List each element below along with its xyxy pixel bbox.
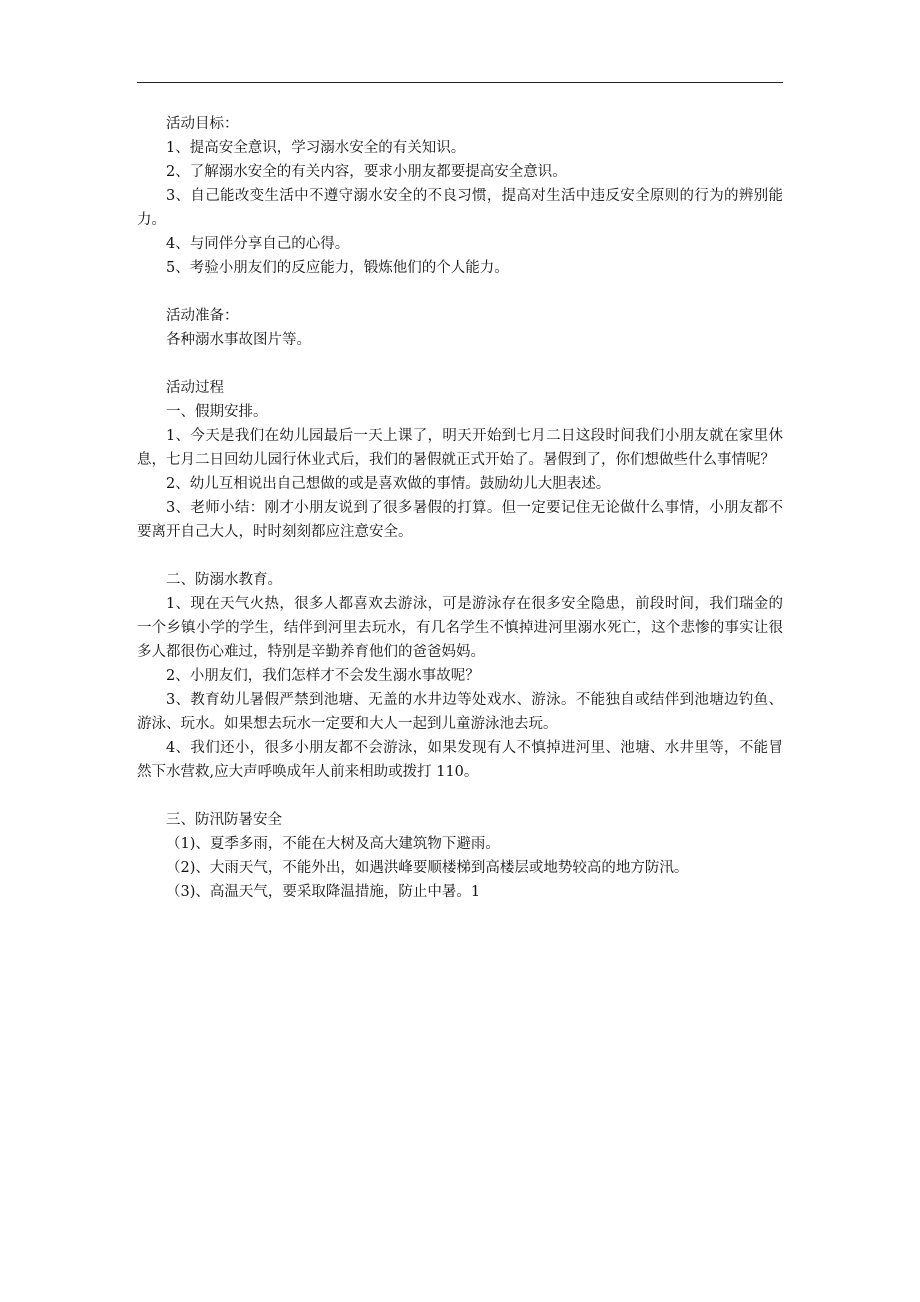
goal-item: 1、提高安全意识，学习溺水安全的有关知识。	[166, 140, 466, 156]
process-heading: 活动过程	[166, 380, 224, 396]
section2-item: 4、我们还小，很多小朋友都不会游泳，如果发现有人不慎掉进河里、池塘、水井里等，不能冒然下水营救,应大声呼唤成年人前来相助或拨打 110。	[137, 740, 783, 780]
section3-item: （2)、大雨天气，不能外出，如遇洪峰要顺楼梯到高楼层或地势较高的地方防汛。	[166, 860, 689, 876]
section2-item: 2、小朋友们，我们怎样才不会发生溺水事故呢？	[166, 668, 480, 684]
section3-heading: 三、防汛防暑安全	[166, 812, 282, 828]
goal-item: 3、自己能改变生活中不遵守溺水安全的不良习惯，提高对生活中违反安全原则的行为的辨别能力。	[137, 188, 783, 228]
section1-item: 3、老师小结：刚才小朋友说到了很多暑假的打算。但一定要记住无论做什么事情，小朋友都不要离开自己大人，时时刻刻都应注意安全。	[137, 500, 783, 540]
goal-item: 4、与同伴分享自己的心得。	[166, 236, 350, 252]
goal-item: 2、了解溺水安全的有关内容，要求小朋友都要提高安全意识。	[166, 164, 567, 180]
goal-item: 5、考验小朋友们的反应能力，锻炼他们的个人能力。	[166, 260, 509, 276]
section2-heading: 二、防溺水教育。	[166, 572, 282, 588]
prep-text: 各种溺水事故图片等。	[166, 332, 311, 348]
spacer	[137, 784, 783, 808]
section3-item: （1)、夏季多雨，不能在大树及高大建筑物下避雨。	[166, 836, 500, 852]
section3-item: （3)、高温天气，要采取降温措施，防止中暑。1	[166, 884, 481, 900]
section2-item: 1、现在天气火热，很多人都喜欢去游泳，可是游泳存在很多安全隐患，前段时间，我们瑞金的一个乡镇小学的学生，结伴到河里去玩水，有几名学生不慎掉进河里溺水死亡，这个悲惨的事实让很多人都很伤心难过，特别是辛勤养育他们的爸爸妈妈。	[137, 596, 783, 660]
spacer	[137, 544, 783, 568]
goals-heading: 活动目标：	[166, 116, 239, 132]
section1-item: 2、幼儿互相说出自己想做的或是喜欢做的事情。鼓励幼儿大胆表述。	[166, 476, 611, 492]
section2-item: 3、教育幼儿暑假严禁到池塘、无盖的水井边等处戏水、游泳。不能独自或结伴到池塘边钓鱼、游泳、玩水。如果想去玩水一定要和大人一起到儿童游泳池去玩。	[137, 692, 783, 732]
document-body	[137, 112, 783, 904]
section1-heading: 一、假期安排。	[166, 404, 268, 420]
spacer	[137, 280, 783, 304]
header-rule	[137, 82, 783, 83]
section1-item: 1、今天是我们在幼儿园最后一天上课了，明天开始到七月二日这段时间我们小朋友就在家里休息，七月二日回幼儿园行休业式后，我们的暑假就正式开始了。暑假到了，你们想做些什么事情呢？	[137, 428, 783, 468]
prep-heading: 活动准备：	[166, 308, 239, 324]
spacer	[137, 352, 783, 376]
